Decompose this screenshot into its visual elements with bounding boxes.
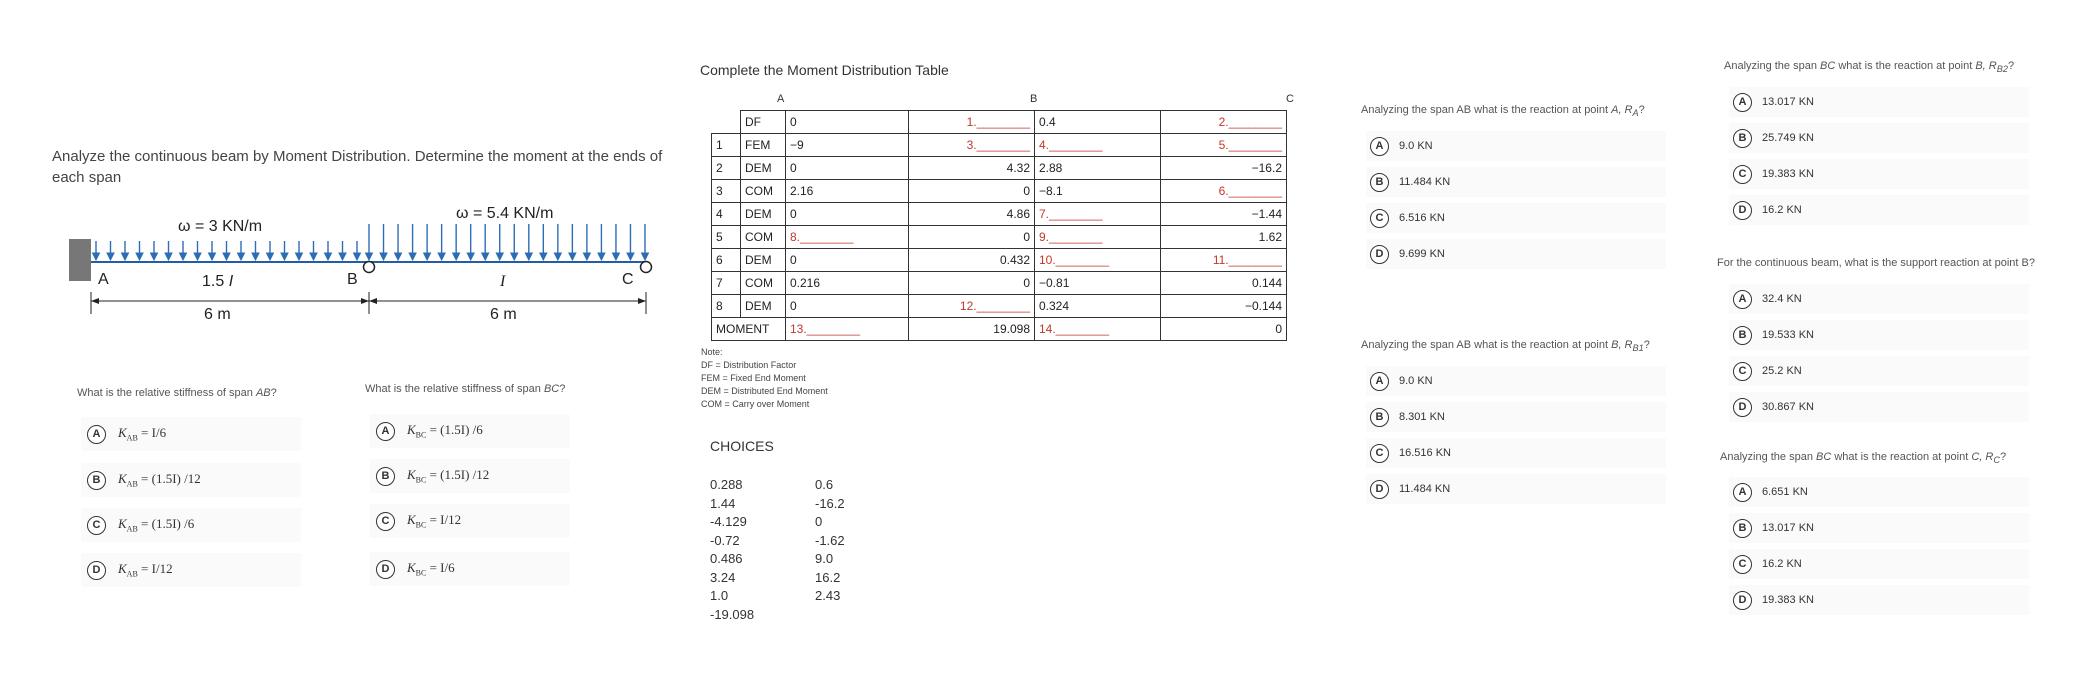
- rq5-option-c[interactable]: [1729, 549, 2029, 579]
- option-letter: B: [1733, 326, 1752, 345]
- option-text: 16.516 KN: [1399, 447, 1451, 459]
- md-row: [712, 180, 1287, 203]
- q_bc-option-c[interactable]: [370, 504, 570, 538]
- md-node-a: A: [777, 93, 785, 105]
- load-arrow-head: [180, 253, 187, 260]
- md-moment-ba: 19.098: [909, 318, 1035, 341]
- note-line: Note:: [701, 347, 723, 357]
- option-letter: C: [87, 516, 106, 535]
- option-letter: D: [87, 561, 106, 580]
- option-letter: B: [1370, 408, 1389, 427]
- md-moment-c: 0: [1161, 318, 1287, 341]
- md-cell-ba: 4.86: [909, 203, 1035, 226]
- load-arrow-head: [511, 253, 518, 260]
- load-arrow-head: [325, 253, 332, 260]
- choice-value: 16.2: [815, 569, 841, 585]
- md-row-label: COM: [741, 272, 786, 295]
- roller-support-c: [641, 262, 652, 273]
- md-cell-bc[interactable]: 10.________: [1035, 249, 1161, 272]
- option-letter: D: [1733, 201, 1752, 220]
- load-arrow-head: [209, 253, 216, 260]
- rq4-option-b[interactable]: [1729, 320, 2029, 350]
- md-notes: [701, 346, 828, 411]
- md-cell-a: 0: [786, 295, 909, 318]
- rq4-option-d[interactable]: [1729, 392, 2029, 422]
- option-text: 11.484 KN: [1399, 176, 1451, 188]
- q_ab-option-d[interactable]: [81, 553, 301, 587]
- option-text: 9.699 KN: [1399, 248, 1445, 260]
- md-cell-c[interactable]: 2.________: [1161, 111, 1287, 134]
- option-letter: A: [1733, 93, 1752, 112]
- choices-title: CHOICES: [710, 438, 774, 454]
- md-row-label: DEM: [741, 157, 786, 180]
- load-arrow-head: [554, 253, 561, 260]
- md-cell-ba[interactable]: 12.________: [909, 295, 1035, 318]
- md-cell-bc: 0.324: [1035, 295, 1161, 318]
- load-arrow-head: [296, 253, 303, 260]
- option-letter: D: [1733, 398, 1752, 417]
- rq1-option-d[interactable]: [1366, 239, 1666, 269]
- md-cell-bc[interactable]: 9.________: [1035, 226, 1161, 249]
- roller-support-b: [364, 262, 375, 273]
- md-cell-c: 0.144: [1161, 272, 1287, 295]
- option-text: 9.0 KN: [1399, 140, 1433, 152]
- rq5-option-b[interactable]: [1729, 513, 2029, 543]
- option-formula: $K_{BC} = I/12$: [407, 512, 462, 530]
- option-formula: $K_{BC} = (1.5I)$ /12: [407, 467, 490, 485]
- md-moment-label: MOMENT: [712, 318, 786, 341]
- md-cell-ba: 0: [909, 226, 1035, 249]
- q_ab-option-a[interactable]: [81, 417, 301, 451]
- md-cell-c: −1.44: [1161, 203, 1287, 226]
- md-row-label: DEM: [741, 249, 786, 272]
- md-row-moment: [712, 318, 1287, 341]
- md-cell-bc: 2.88: [1035, 157, 1161, 180]
- load-arrow-head: [366, 253, 373, 260]
- load2-label: ω = 5.4 KN/m: [456, 205, 554, 222]
- option-text: 19.383 KN: [1762, 168, 1814, 180]
- option-letter: D: [376, 560, 395, 579]
- md-cell-a: 0: [786, 203, 909, 226]
- md-row: [712, 249, 1287, 272]
- q_bc-option-b[interactable]: [370, 459, 570, 493]
- option-letter: B: [87, 471, 106, 490]
- md-row-index: 2: [712, 157, 741, 180]
- load-arrow-head: [267, 253, 274, 260]
- node-b-label: B: [347, 271, 358, 288]
- md-row-label: DEM: [741, 295, 786, 318]
- choice-value: 9.0: [815, 551, 834, 566]
- md-cell-c[interactable]: 5.________: [1161, 134, 1287, 157]
- md-cell-a: 0: [786, 157, 909, 180]
- choice-value: -16.2: [815, 495, 845, 511]
- load-arrow-head: [339, 253, 346, 260]
- md-cell-bc: −0.81: [1035, 272, 1161, 295]
- choice-value: 0: [815, 514, 823, 529]
- q_bc-option-d[interactable]: [370, 552, 570, 586]
- md-moment-a[interactable]: 13.________: [786, 318, 909, 341]
- md-row-index: 6: [712, 249, 741, 272]
- option-text: 6.516 KN: [1399, 212, 1445, 224]
- md-moment-bc[interactable]: 14.________: [1035, 318, 1161, 341]
- md-cell-ba: 0: [909, 180, 1035, 203]
- choice-value: -19.098: [710, 606, 755, 622]
- load-arrow-head: [93, 253, 100, 260]
- option-letter: B: [1733, 519, 1752, 538]
- rq3-option-a[interactable]: [1729, 87, 2029, 117]
- option-letter: A: [1370, 137, 1389, 156]
- option-letter: A: [376, 422, 395, 441]
- question-reaction-rb1: Analyzing the span AB what is the reaction at point B, $R_{B1}$?: [1361, 339, 1650, 354]
- rq5-option-a[interactable]: [1729, 477, 2029, 507]
- question-stiffness-ab: What is the relative stiffness of span AB?: [77, 387, 277, 399]
- choices-column-2: [815, 476, 845, 606]
- rq1-option-a[interactable]: [1366, 131, 1666, 161]
- question-support-reaction-b: For the continuous beam, what is the support reaction at point B?: [1717, 257, 2035, 269]
- node-a-label: A: [98, 271, 109, 288]
- md-cell-a[interactable]: 8.________: [786, 226, 909, 249]
- q_ab-option-b[interactable]: [81, 463, 301, 497]
- md-cell-c: 1.62: [1161, 226, 1287, 249]
- md-row-index: 7: [712, 272, 741, 295]
- md-row-label: DEM: [741, 203, 786, 226]
- option-letter: C: [1370, 209, 1389, 228]
- md-node-c: C: [1286, 93, 1294, 105]
- rq2-option-c[interactable]: [1366, 438, 1666, 468]
- md-cell-bc[interactable]: 7.________: [1035, 203, 1161, 226]
- option-letter: B: [1733, 129, 1752, 148]
- load-arrow-head: [165, 253, 172, 260]
- rq1-option-c[interactable]: [1366, 203, 1666, 233]
- md-row-label: COM: [741, 180, 786, 203]
- load-arrow-head: [395, 253, 402, 260]
- option-text: 19.533 KN: [1762, 329, 1814, 341]
- note-line: DEM = Distributed End Moment: [701, 386, 828, 396]
- load-arrow-head: [136, 253, 143, 260]
- load-arrow-head: [310, 253, 317, 260]
- md-cell-ba[interactable]: 1.________: [909, 111, 1035, 134]
- choice-value: 2.43: [815, 588, 841, 603]
- option-text: 6.651 KN: [1762, 486, 1808, 498]
- distributed-load-2: [366, 224, 649, 260]
- md-row-index: 5: [712, 226, 741, 249]
- load-arrow-head: [151, 253, 158, 260]
- option-text: 16.2 KN: [1762, 558, 1802, 570]
- option-letter: C: [376, 512, 395, 531]
- choice-value: 0.486: [710, 551, 743, 566]
- node-c-label: C: [622, 271, 634, 288]
- load-arrow-head: [424, 253, 431, 260]
- option-letter: C: [1733, 362, 1752, 381]
- md-table-title: Complete the Moment Distribution Table: [700, 62, 949, 78]
- md-cell-ba: 0.432: [909, 249, 1035, 272]
- option-text: 9.0 KN: [1399, 375, 1433, 387]
- option-text: 13.017 KN: [1762, 522, 1814, 534]
- option-letter: C: [1733, 555, 1752, 574]
- md-row-index: 3: [712, 180, 741, 203]
- load-arrow-head: [238, 253, 245, 260]
- load-arrow-head: [409, 253, 416, 260]
- choice-value: 3.24: [710, 569, 736, 585]
- rq3-option-c[interactable]: [1729, 159, 2029, 189]
- md-row-label: DF: [741, 111, 786, 134]
- load-arrow-head: [482, 253, 489, 260]
- md-cell-ba: 4.32: [909, 157, 1035, 180]
- question-stiffness-bc: What is the relative stiffness of span BC?: [365, 383, 566, 395]
- md-row: [712, 295, 1287, 318]
- option-letter: C: [1733, 165, 1752, 184]
- option-formula: $K_{BC} = I/6$: [407, 560, 455, 578]
- load-arrow-head: [223, 253, 230, 260]
- problem-statement: Analyze the continuous beam by Moment Distribution. Determine the moment at the ends of each span: [52, 148, 663, 186]
- moment-distribution-table: [711, 110, 1287, 341]
- md-row-label: COM: [741, 226, 786, 249]
- note-line: FEM = Fixed End Moment: [701, 373, 806, 383]
- load-arrow-head: [540, 253, 547, 260]
- option-text: 25.749 KN: [1762, 132, 1814, 144]
- option-letter: D: [1733, 591, 1752, 610]
- rq5-option-d[interactable]: [1729, 585, 2029, 615]
- note-line: DF = Distribution Factor: [701, 360, 797, 370]
- md-cell-c[interactable]: 6.________: [1161, 180, 1287, 203]
- note-line: COM = Carry over Moment: [701, 399, 810, 409]
- question-reaction-rc: Analyzing the span BC what is the reaction at point C, $R_C$?: [1720, 451, 2007, 466]
- option-letter: C: [1370, 444, 1389, 463]
- beam-diagram: [60, 196, 660, 326]
- md-cell-ba[interactable]: 3.________: [909, 134, 1035, 157]
- fixed-support: [69, 239, 91, 281]
- load-arrow-head: [467, 253, 474, 260]
- md-cell-a: 2.16: [786, 180, 909, 203]
- option-text: 32.4 KN: [1762, 293, 1802, 305]
- q_bc-option-a[interactable]: [370, 414, 570, 448]
- load1-label: ω = 3 KN/m: [178, 218, 263, 235]
- md-cell-bc: 0.4: [1035, 111, 1161, 134]
- load-arrow-head: [612, 253, 619, 260]
- load-arrow-head: [281, 253, 288, 260]
- load-arrow-head: [525, 253, 532, 260]
- md-row-index: 1: [712, 134, 741, 157]
- question-reaction-rb2: Analyzing the span BC what is the reaction at point B, $R_{B2}$?: [1724, 60, 2015, 75]
- span1-length: 6 m: [204, 306, 231, 323]
- option-text: 16.2 KN: [1762, 204, 1802, 216]
- load-arrow-head: [453, 253, 460, 260]
- load-arrow-head: [107, 253, 114, 260]
- md-cell-bc: −8.1: [1035, 180, 1161, 203]
- md-cell-c: −16.2: [1161, 157, 1287, 180]
- span1-stiffness: 1.5 I: [202, 273, 234, 290]
- load-arrow-head: [252, 253, 259, 260]
- option-letter: A: [1733, 483, 1752, 502]
- choice-value: 0.288: [710, 477, 743, 492]
- md-row-index: 8: [712, 295, 741, 318]
- option-letter: A: [87, 425, 106, 444]
- choice-value: 1.44: [710, 495, 736, 511]
- option-letter: A: [1370, 372, 1389, 391]
- option-formula: $K_{AB} = (1.5I)$ /12: [118, 471, 201, 489]
- md-cell-a: 0: [786, 249, 909, 272]
- rq3-option-d[interactable]: [1729, 195, 2029, 225]
- md-row-index: 4: [712, 203, 741, 226]
- md-cell-a: −9: [786, 134, 909, 157]
- load-arrow-head: [583, 253, 590, 260]
- choice-value: 0.6: [815, 477, 834, 492]
- md-row: [712, 203, 1287, 226]
- md-cell-a: 0: [786, 111, 909, 134]
- choice-value: -4.129: [710, 514, 747, 529]
- md-cell-bc[interactable]: 4.________: [1035, 134, 1161, 157]
- md-row-label: FEM: [741, 134, 786, 157]
- load-arrow-head: [569, 253, 576, 260]
- rq1-option-b[interactable]: [1366, 167, 1666, 197]
- rq2-option-b[interactable]: [1366, 402, 1666, 432]
- option-text: 25.2 KN: [1762, 365, 1802, 377]
- choices-column-1: [710, 476, 754, 624]
- option-text: 11.484 KN: [1399, 483, 1451, 495]
- rq4-option-a[interactable]: [1729, 284, 2029, 314]
- span2-stiffness: I: [500, 273, 506, 290]
- md-row: [712, 272, 1287, 295]
- rq2-option-d[interactable]: [1366, 474, 1666, 504]
- choice-value: 1.0: [710, 588, 729, 603]
- load-arrow-head: [496, 253, 503, 260]
- load-arrow-head: [194, 253, 201, 260]
- option-letter: A: [1733, 290, 1752, 309]
- option-text: 13.017 KN: [1762, 96, 1814, 108]
- option-letter: B: [376, 467, 395, 486]
- option-text: 30.867 KN: [1762, 401, 1814, 413]
- distributed-load-1: [93, 241, 361, 260]
- span2-length: 6 m: [490, 306, 517, 323]
- md-row: [712, 111, 1287, 134]
- md-cell-a: 0.216: [786, 272, 909, 295]
- option-formula: $K_{AB} = I/6$: [118, 425, 167, 443]
- load-arrow-head: [122, 253, 129, 260]
- md-node-b: B: [1030, 93, 1038, 105]
- rq2-option-a[interactable]: [1366, 366, 1666, 396]
- load-arrow-head: [627, 253, 634, 260]
- option-letter: D: [1370, 245, 1389, 264]
- load-arrow-head: [380, 253, 387, 260]
- option-text: 8.301 KN: [1399, 411, 1445, 423]
- load-arrow-head: [354, 253, 361, 260]
- option-letter: D: [1370, 480, 1389, 499]
- md-cell-c[interactable]: 11.________: [1161, 249, 1287, 272]
- load-arrow-head: [598, 253, 605, 260]
- question-reaction-ra: Analyzing the span AB what is the reaction at point A, $R_A$?: [1361, 104, 1645, 119]
- md-row: [712, 134, 1287, 157]
- choice-value: -1.62: [815, 532, 845, 548]
- rq4-option-c[interactable]: [1729, 356, 2029, 386]
- option-formula: $K_{AB} = (1.5I)$ /6: [118, 516, 195, 534]
- option-formula: $K_{AB} = I/12$: [118, 561, 173, 579]
- load-arrow-head: [438, 253, 445, 260]
- md-row: [712, 157, 1287, 180]
- md-cell-ba: 0: [909, 272, 1035, 295]
- q_ab-option-c[interactable]: [81, 508, 301, 542]
- rq3-option-b[interactable]: [1729, 123, 2029, 153]
- choice-value: -0.72: [710, 532, 740, 548]
- option-text: 19.383 KN: [1762, 594, 1814, 606]
- md-cell-c: −0.144: [1161, 295, 1287, 318]
- option-formula: $K_{BC} = (1.5I)$ /6: [407, 422, 483, 440]
- md-row: [712, 226, 1287, 249]
- option-letter: B: [1370, 173, 1389, 192]
- load-arrow-head: [642, 253, 649, 260]
